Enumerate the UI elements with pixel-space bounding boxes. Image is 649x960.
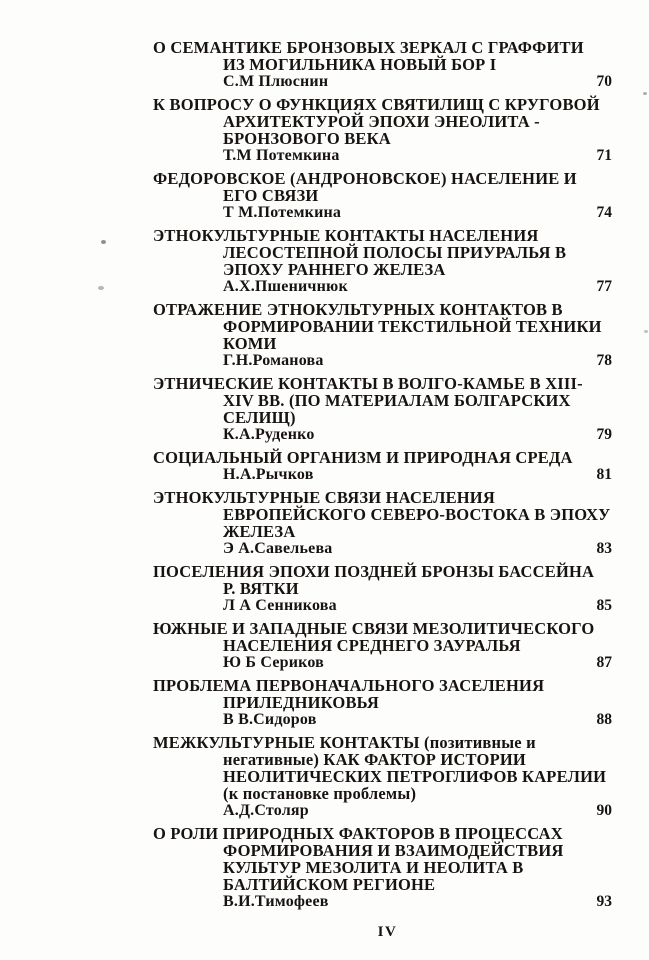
scan-speck [644,330,648,333]
entry-page-number: 83 [596,540,612,557]
entry-title-line: НАСЕЛЕНИЯ СРЕДНЕГО ЗАУРАЛЬЯ [223,636,521,655]
entry-author-row [153,147,612,164]
entry-title [153,375,612,426]
entry-title-line: БРОНЗОВОГО ВЕКА [223,129,391,148]
entry-title-line: ПОСЕЛЕНИЯ ЭПОХИ ПОЗДНЕЙ БРОНЗЫ БАССЕЙНА [153,562,595,581]
toc-entry [153,563,612,614]
entry-title-line: ЕГО СВЯЗИ [223,186,319,205]
entry-author-row [153,426,612,443]
entry-page-number: 88 [596,711,612,728]
entry-author: Г.Н.Романова [223,352,324,369]
entry-page-number: 70 [596,73,612,90]
toc-entry [153,96,612,164]
entry-title-line: КОМИ [223,334,277,353]
toc-entry [153,734,612,819]
entry-page-number: 78 [596,352,612,369]
entry-author: Э А.Савельева [223,540,333,557]
toc-entry [153,677,612,728]
entry-author-row [153,73,612,90]
entry-title-line: О СЕМАНТИКЕ БРОНЗОВЫХ ЗЕРКАЛ С ГРАФФИТИ [153,38,584,57]
entry-author-row [153,711,612,728]
entry-title-line: ЛЕСОСТЕПНОЙ ПОЛОСЫ ПРИУРАЛЬЯ В [223,243,567,262]
entry-author-row [153,540,612,557]
entry-title [153,620,612,654]
entry-title-line: ЭТНОКУЛЬТУРНЫЕ СВЯЗИ НАСЕЛЕНИЯ [153,488,495,507]
entry-author: Т.М Потемкина [223,147,340,164]
toc-entry [153,449,612,483]
entry-title-line: (к постановке проблемы) [223,784,417,803]
entry-title-line: ЮЖНЫЕ И ЗАПАДНЫЕ СВЯЗИ МЕЗОЛИТИЧЕСКОГО [153,619,595,638]
entry-title-line: СОЦИАЛЬНЫЙ ОРГАНИЗМ И ПРИРОДНАЯ СРЕДА [153,448,573,467]
entry-author-row [153,654,612,671]
entry-title-line: ФОРМИРОВАНИЯ И ВЗАИМОДЕЙСТВИЯ [223,841,564,860]
entry-author-row [153,466,612,483]
entry-author: А.Д.Столяр [223,802,309,819]
entry-page-number: 87 [596,654,612,671]
entry-title-line: ИЗ МОГИЛЬНИКА НОВЫЙ БОР I [223,55,497,74]
entry-title [153,825,612,893]
entry-author: С.М Плюснин [223,73,329,90]
entry-title-line: СЕЛИЩ) [223,408,296,427]
page-number-footer: IV [377,924,398,940]
toc-entry [153,825,612,910]
entry-author-row [153,597,612,614]
entry-author: В В.Сидоров [223,711,317,728]
entry-title-line: МЕЖКУЛЬТУРНЫЕ КОНТАКТЫ (позитивные и [153,733,536,752]
entry-title-line: ПРОБЛЕМА ПЕРВОНАЧАЛЬНОГО ЗАСЕЛЕНИЯ [153,676,545,695]
entry-title-line: БАЛТИЙСКОМ РЕГИОНЕ [223,875,436,894]
entry-page-number: 74 [596,204,612,221]
entry-title-line: негативные) КАК ФАКТОР ИСТОРИИ [223,750,526,769]
entry-title-line: ЭТНОКУЛЬТУРНЫЕ КОНТАКТЫ НАСЕЛЕНИЯ [153,226,539,245]
entry-author: В.И.Тимофеев [223,893,329,910]
entry-author: А.Х.Пшеничнюк [223,278,348,295]
entry-title [153,301,612,352]
entry-author-row [153,278,612,295]
toc-entry [153,227,612,295]
entry-page-number: 81 [596,466,612,483]
entry-title-line: ПРИЛЕДНИКОВЬЯ [223,693,380,712]
entry-title [153,39,612,73]
entry-title-line: ФОРМИРОВАНИИ ТЕКСТИЛЬНОЙ ТЕХНИКИ [223,317,602,336]
entry-author: Л А Сенникова [223,597,337,614]
toc-entry [153,170,612,221]
entry-page-number: 85 [596,597,612,614]
entry-title-line: НЕОЛИТИЧЕСКИХ ПЕТРОГЛИФОВ КАРЕЛИИ [223,767,607,786]
entry-title [153,96,612,147]
entry-title-line: XIV ВВ. (ПО МАТЕРИАЛАМ БОЛГАРСКИХ [223,391,571,410]
entry-author: Н.А.Рычков [223,466,314,483]
entry-title-line: КУЛЬТУР МЕЗОЛИТА И НЕОЛИТА В [223,858,524,877]
entry-title [153,449,612,466]
entry-author: Ю Б Сериков [223,654,325,671]
entry-author: К.А.Руденко [223,426,315,443]
entry-page-number: 90 [596,802,612,819]
entry-title-line: ЭТНИЧЕСКИЕ КОНТАКТЫ В ВОЛГО-КАМЬЕ В XIII- [153,374,583,393]
toc-entry [153,375,612,443]
scan-speck [98,286,104,290]
entry-author-row [153,802,612,819]
entry-title [153,170,612,204]
entry-title [153,227,612,278]
entry-title [153,489,612,540]
entry-title-line: ЕВРОПЕЙСКОГО СЕВЕРО-ВОСТОКА В ЭПОХУ [223,505,611,524]
entry-title-line: ЖЕЛЕЗА [223,522,296,541]
entry-author-row [153,204,612,221]
entry-title-line: О РОЛИ ПРИРОДНЫХ ФАКТОРОВ В ПРОЦЕССАХ [153,824,563,843]
entry-title-line: ФЕДОРОВСКОЕ (АНДРОНОВСКОЕ) НАСЕЛЕНИЕ И [153,169,577,188]
entry-page-number: 77 [596,278,612,295]
entry-title-line: ЭПОХУ РАННЕГО ЖЕЛЕЗА [223,260,446,279]
toc-entry [153,301,612,369]
scan-speck [643,92,647,95]
toc-entry [153,489,612,557]
toc-content [153,39,612,941]
scan-speck [101,240,106,244]
entry-title-line: ОТРАЖЕНИЕ ЭТНОКУЛЬТУРНЫХ КОНТАКТОВ В [153,300,563,319]
entry-author: Т М.Потемкина [223,204,342,221]
entry-page-number: 79 [596,426,612,443]
entry-page-number: 93 [596,893,612,910]
entry-title [153,677,612,711]
toc-entry [153,620,612,671]
entry-author-row [153,352,612,369]
toc-list [153,39,612,910]
entry-author-row [153,893,612,910]
entry-title-line: Р. ВЯТКИ [223,579,299,598]
entry-page-number: 71 [596,147,612,164]
entry-title [153,563,612,597]
entry-title [153,734,612,802]
toc-entry [153,39,612,90]
entry-title-line: АРХИТЕКТУРОЙ ЭПОХИ ЭНЕОЛИТА - [223,112,540,131]
entry-title-line: К ВОПРОСУ О ФУНКЦИЯХ СВЯТИЛИЩ С КРУГОВОЙ [153,95,600,114]
